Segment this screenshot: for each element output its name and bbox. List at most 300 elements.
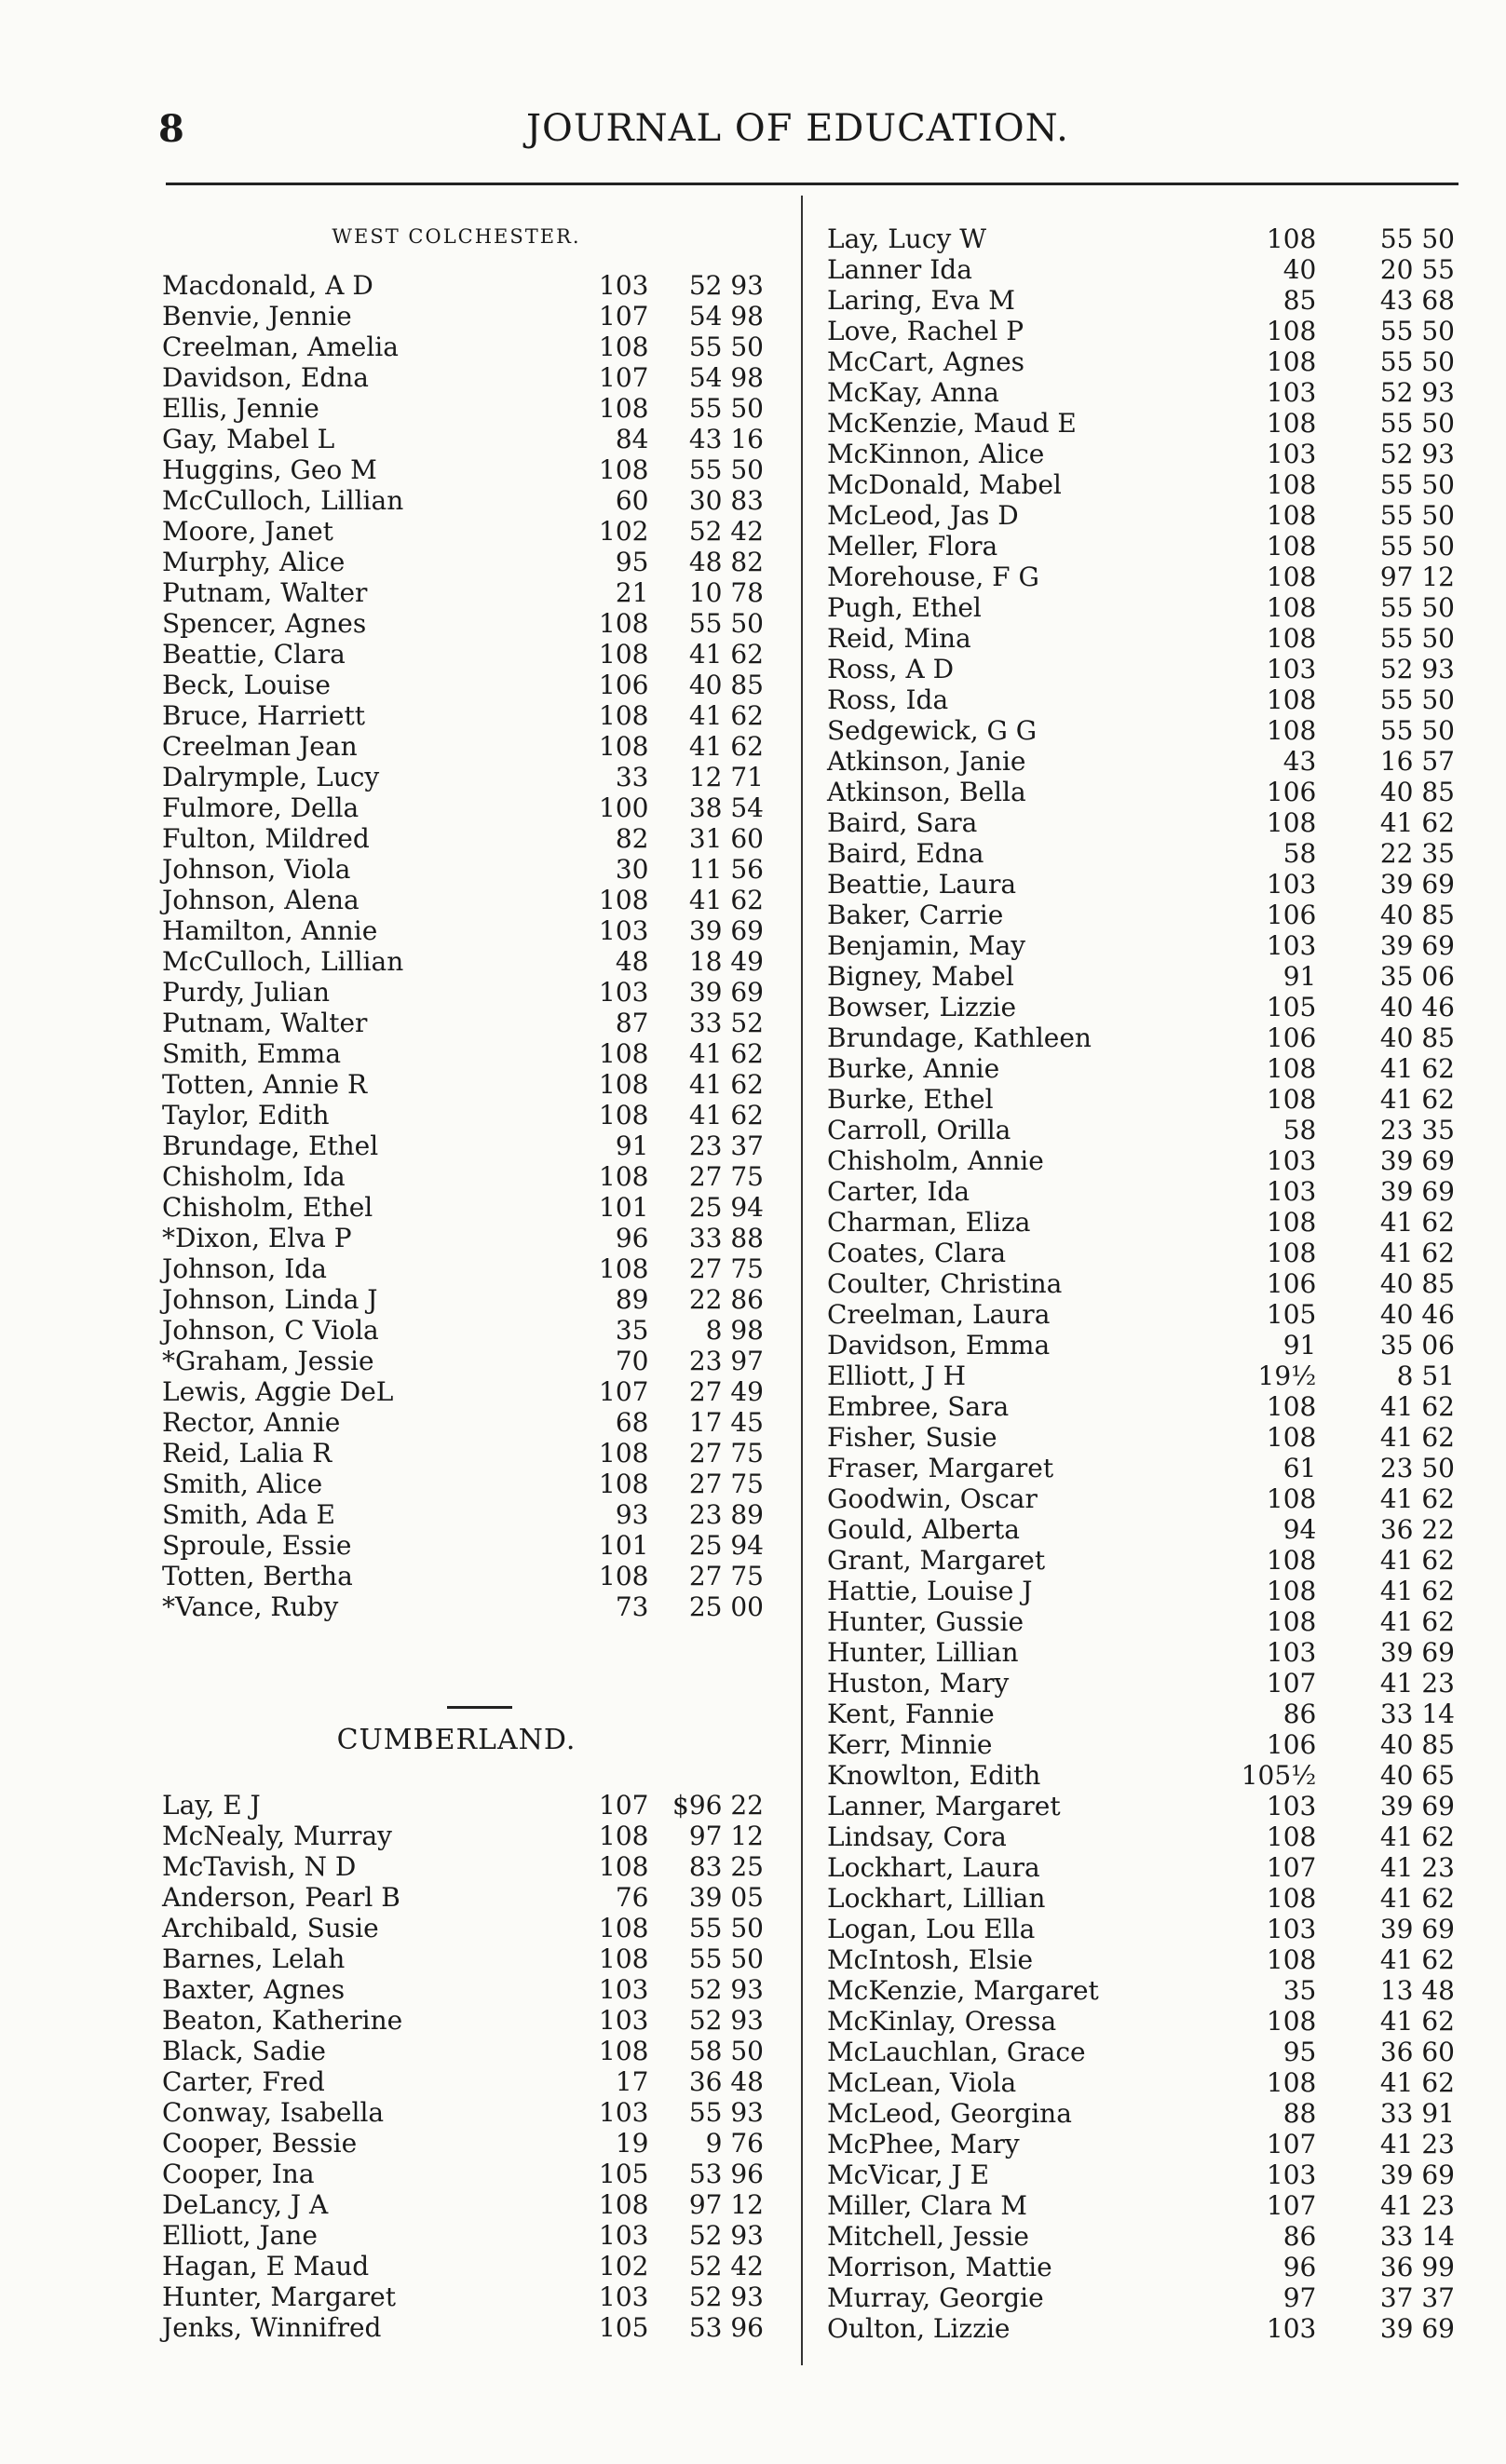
list-item xyxy=(140,1561,773,1591)
entry-amount: 36 60 xyxy=(1379,2037,1455,2067)
entry-amount: 41 62 xyxy=(1379,1821,1455,1852)
list-item xyxy=(812,684,1464,715)
entry-amount: 41 62 xyxy=(1379,2067,1455,2098)
entry-name: Baker, Carrie xyxy=(827,900,1004,930)
entry-amount: 52 93 xyxy=(688,2220,764,2251)
entry-name: Sedgewick, G G xyxy=(827,715,1038,746)
entry-amount: 8 98 xyxy=(705,1315,764,1346)
entry-name: Pugh, Ethel xyxy=(827,592,982,623)
entry-name: Beattie, Clara xyxy=(162,639,346,670)
list-item xyxy=(140,792,773,823)
entry-amount: 35 06 xyxy=(1379,1330,1455,1361)
list-item xyxy=(140,670,773,700)
list-item xyxy=(812,1791,1464,1821)
entry-name: Putnam, Walter xyxy=(162,577,368,608)
list-item xyxy=(140,2128,773,2159)
entry-name: Carroll, Orilla xyxy=(827,1115,1011,1145)
list-item xyxy=(140,608,773,639)
list-item xyxy=(140,393,773,424)
entry-amount: 33 88 xyxy=(688,1223,764,1253)
west-colchester-list xyxy=(140,270,773,1622)
entry-amount: 22 86 xyxy=(688,1284,764,1315)
entry-amount: 41 23 xyxy=(1379,1852,1455,1883)
entry-amount: 41 62 xyxy=(1379,1207,1455,1238)
entry-number: 108 xyxy=(1266,1883,1317,1914)
entry-name: *Dixon, Elva P xyxy=(162,1223,352,1253)
list-item xyxy=(140,1821,773,1851)
list-item xyxy=(812,408,1464,439)
entry-name: Benvie, Jennie xyxy=(162,301,352,332)
list-item xyxy=(812,1944,1464,1975)
entry-amount: 37 37 xyxy=(1379,2282,1455,2313)
entry-name: Hamilton, Annie xyxy=(162,915,378,946)
entry-amount: 40 65 xyxy=(1379,1760,1455,1791)
entry-number: 91 xyxy=(1282,961,1317,992)
entry-name: DeLancy, J A xyxy=(162,2189,329,2220)
entry-number: 103 xyxy=(1266,654,1317,684)
entry-name: McCulloch, Lillian xyxy=(162,485,404,516)
list-item xyxy=(812,377,1464,408)
list-item xyxy=(140,2281,773,2312)
entry-name: Taylor, Edith xyxy=(162,1100,330,1130)
entry-number: 107 xyxy=(1266,2190,1317,2221)
entry-number: 108 xyxy=(1266,562,1317,592)
list-item xyxy=(140,485,773,516)
entry-amount: 41 62 xyxy=(688,1069,764,1100)
entry-name: Elliott, J H xyxy=(827,1361,967,1391)
list-item xyxy=(812,2006,1464,2037)
entry-number: 108 xyxy=(1266,2067,1317,2098)
entry-name: Lay, E J xyxy=(162,1790,261,1821)
page-header xyxy=(158,107,1090,163)
entry-amount: 55 50 xyxy=(1379,408,1455,439)
entry-number: 108 xyxy=(1266,1483,1317,1514)
list-item xyxy=(812,777,1464,807)
list-item xyxy=(140,2220,773,2251)
entry-amount: 39 69 xyxy=(688,915,764,946)
section-heading-cumberland: CUMBERLAND. xyxy=(336,1724,577,1756)
entry-number: 108 xyxy=(1266,531,1317,562)
entry-name: Creelman, Amelia xyxy=(162,332,399,362)
entry-number: 61 xyxy=(1282,1453,1317,1483)
entry-number: 35 xyxy=(1282,1975,1317,2006)
entry-number: 108 xyxy=(599,1100,649,1130)
entry-number: 107 xyxy=(599,362,649,393)
entry-number: 108 xyxy=(599,1851,649,1882)
entry-number: 108 xyxy=(599,700,649,731)
journal-title: JOURNAL OF EDUCATION. xyxy=(526,107,1069,150)
entry-amount: 13 48 xyxy=(1379,1975,1455,2006)
entry-number: 103 xyxy=(1266,377,1317,408)
entry-amount: 36 48 xyxy=(688,2066,764,2097)
list-item xyxy=(812,2129,1464,2159)
entry-name: Lockhart, Lillian xyxy=(827,1883,1046,1914)
list-item xyxy=(140,516,773,547)
entry-name: McKenzie, Maud E xyxy=(827,408,1077,439)
entry-number: 91 xyxy=(615,1130,649,1161)
entry-number: 100 xyxy=(599,792,649,823)
entry-amount: 20 55 xyxy=(1379,254,1455,285)
entry-amount: 55 50 xyxy=(1379,623,1455,654)
list-item xyxy=(812,285,1464,316)
entry-number: 108 xyxy=(599,1161,649,1192)
entry-amount: 41 23 xyxy=(1379,1668,1455,1699)
entry-amount: 97 12 xyxy=(1379,562,1455,592)
list-item xyxy=(812,2282,1464,2313)
entry-amount: 36 22 xyxy=(1379,1514,1455,1545)
list-item xyxy=(812,1238,1464,1268)
entry-name: Cooper, Bessie xyxy=(162,2128,358,2159)
entry-name: McVicar, J E xyxy=(827,2159,990,2190)
entry-number: 108 xyxy=(1266,1545,1317,1576)
entry-name: McNealy, Murray xyxy=(162,1821,392,1851)
list-item xyxy=(140,639,773,670)
entry-name: Creelman, Laura xyxy=(827,1299,1051,1330)
entry-amount: 39 69 xyxy=(1379,869,1455,900)
entry-name: McTavish, N D xyxy=(162,1851,357,1882)
list-item xyxy=(140,977,773,1008)
entry-number: 108 xyxy=(1266,1821,1317,1852)
list-item xyxy=(140,915,773,946)
entry-name: Benjamin, May xyxy=(827,930,1026,961)
list-item xyxy=(812,1975,1464,2006)
list-item xyxy=(812,592,1464,623)
entry-amount: 38 54 xyxy=(688,792,764,823)
entry-number: 108 xyxy=(1266,1238,1317,1268)
entry-number: 108 xyxy=(599,332,649,362)
entry-number: 105 xyxy=(1266,992,1317,1022)
entry-number: 97 xyxy=(1282,2282,1317,2313)
entry-number: 103 xyxy=(1266,1637,1317,1668)
list-item xyxy=(140,362,773,393)
entry-amount: 54 98 xyxy=(688,362,764,393)
list-item xyxy=(812,1207,1464,1238)
list-item xyxy=(812,1453,1464,1483)
list-item xyxy=(812,316,1464,346)
list-item xyxy=(812,1022,1464,1053)
entry-number: 84 xyxy=(615,424,649,454)
entry-number: 108 xyxy=(599,1038,649,1069)
entry-number: 107 xyxy=(599,1376,649,1407)
list-item xyxy=(140,1943,773,1974)
entry-name: *Graham, Jessie xyxy=(162,1346,374,1376)
list-item xyxy=(812,439,1464,469)
entry-name: *Vance, Ruby xyxy=(162,1591,339,1622)
entry-amount: 27 75 xyxy=(688,1438,764,1469)
entry-name: Jenks, Winnifred xyxy=(162,2312,382,2343)
entry-number: 108 xyxy=(599,2189,649,2220)
list-item xyxy=(812,869,1464,900)
entry-amount: 40 85 xyxy=(1379,777,1455,807)
entry-amount: 33 91 xyxy=(1379,2098,1455,2129)
entry-amount: 55 50 xyxy=(1379,592,1455,623)
list-item xyxy=(812,346,1464,377)
entry-number: 108 xyxy=(1266,1207,1317,1238)
list-item xyxy=(812,531,1464,562)
entry-name: McKay, Anna xyxy=(827,377,999,408)
entry-number: 86 xyxy=(1282,1699,1317,1729)
entry-number: 30 xyxy=(615,854,649,885)
entry-amount: 41 62 xyxy=(1379,1883,1455,1914)
entry-name: Atkinson, Janie xyxy=(827,746,1026,777)
entry-number: 108 xyxy=(1266,469,1317,500)
entry-number: 108 xyxy=(599,1561,649,1591)
list-item xyxy=(812,715,1464,746)
entry-name: Fisher, Susie xyxy=(827,1422,997,1453)
list-item xyxy=(812,2037,1464,2067)
entry-amount: 41 62 xyxy=(1379,1391,1455,1422)
entry-number: 105 xyxy=(599,2312,649,2343)
entry-amount: 41 62 xyxy=(688,700,764,731)
entry-name: Coulter, Christina xyxy=(827,1268,1063,1299)
entry-amount: 11 56 xyxy=(688,854,764,885)
entry-name: Ross, A D xyxy=(827,654,955,684)
entry-name: McLean, Viola xyxy=(827,2067,1017,2098)
entry-name: McDonald, Mabel xyxy=(827,469,1062,500)
entry-amount: 53 96 xyxy=(688,2159,764,2189)
entry-number: 103 xyxy=(599,977,649,1008)
entry-name: Baird, Edna xyxy=(827,838,984,869)
list-item xyxy=(812,1299,1464,1330)
entry-number: 103 xyxy=(1266,2313,1317,2344)
entry-name: Oulton, Lizzie xyxy=(827,2313,1011,2344)
entry-amount: 10 78 xyxy=(688,577,764,608)
list-item xyxy=(140,1438,773,1469)
entry-amount: 27 75 xyxy=(688,1161,764,1192)
entry-name: McCart, Agnes xyxy=(827,346,1025,377)
entry-amount: 39 69 xyxy=(1379,1637,1455,1668)
entry-name: Lewis, Aggie DeL xyxy=(162,1376,394,1407)
entry-number: 108 xyxy=(1266,684,1317,715)
list-item xyxy=(812,223,1464,254)
list-item xyxy=(812,1914,1464,1944)
entry-name: Lindsay, Cora xyxy=(827,1821,1007,1852)
entry-number: 21 xyxy=(615,577,649,608)
entry-amount: 97 12 xyxy=(688,2189,764,2220)
entry-name: Davidson, Edna xyxy=(162,362,369,393)
entry-amount: 40 85 xyxy=(1379,1022,1455,1053)
entry-amount: 41 62 xyxy=(1379,1053,1455,1084)
list-item xyxy=(812,746,1464,777)
entry-name: Hattie, Louise J xyxy=(827,1576,1033,1606)
entry-name: McLeod, Georgina xyxy=(827,2098,1072,2129)
entry-number: 88 xyxy=(1282,2098,1317,2129)
entry-name: Miller, Clara M xyxy=(827,2190,1027,2221)
entry-amount: 41 62 xyxy=(688,1038,764,1069)
entry-amount: 43 16 xyxy=(688,424,764,454)
entry-amount: 41 62 xyxy=(1379,1238,1455,1268)
cumberland-list xyxy=(140,1790,773,2343)
list-item xyxy=(812,1391,1464,1422)
list-item xyxy=(140,301,773,332)
entry-name: Smith, Alice xyxy=(162,1469,323,1499)
list-item xyxy=(140,762,773,792)
entry-number: 96 xyxy=(615,1223,649,1253)
entry-number: 108 xyxy=(599,2036,649,2066)
entry-amount: 41 62 xyxy=(1379,1576,1455,1606)
entry-amount: 39 69 xyxy=(1379,2313,1455,2344)
entry-amount: 35 06 xyxy=(1379,961,1455,992)
entry-number: 105½ xyxy=(1241,1760,1317,1791)
entry-amount: 36 99 xyxy=(1379,2252,1455,2282)
entry-name: Hagan, E Maud xyxy=(162,2251,370,2281)
list-item xyxy=(140,731,773,762)
list-item xyxy=(140,1591,773,1622)
entry-name: Meller, Flora xyxy=(827,531,998,562)
entry-amount: 55 50 xyxy=(1379,715,1455,746)
entry-amount: 41 23 xyxy=(1379,2129,1455,2159)
entry-name: Johnson, C Viola xyxy=(162,1315,379,1346)
entry-number: 108 xyxy=(1266,1606,1317,1637)
entry-name: Fraser, Margaret xyxy=(827,1453,1054,1483)
entry-amount: 23 89 xyxy=(688,1499,764,1530)
entry-amount: 83 25 xyxy=(688,1851,764,1882)
entry-name: Creelman Jean xyxy=(162,731,358,762)
entry-number: 108 xyxy=(1266,623,1317,654)
list-item xyxy=(140,2159,773,2189)
entry-number: 105 xyxy=(1266,1299,1317,1330)
list-item xyxy=(812,1729,1464,1760)
entry-number: 103 xyxy=(599,2097,649,2128)
entry-name: Lockhart, Laura xyxy=(827,1852,1040,1883)
entry-number: 108 xyxy=(1266,1391,1317,1422)
entry-amount: 55 50 xyxy=(688,393,764,424)
list-item xyxy=(140,547,773,577)
entry-number: 94 xyxy=(1282,1514,1317,1545)
entry-number: 103 xyxy=(599,1974,649,2005)
entry-number: 103 xyxy=(1266,930,1317,961)
entry-amount: 41 62 xyxy=(688,639,764,670)
entry-amount: 41 62 xyxy=(1379,1545,1455,1576)
entry-amount: 39 69 xyxy=(1379,1791,1455,1821)
entry-amount: 22 35 xyxy=(1379,838,1455,869)
entry-number: 19 xyxy=(615,2128,649,2159)
entry-number: 107 xyxy=(1266,1852,1317,1883)
page-number: 8 xyxy=(158,107,184,151)
list-item xyxy=(140,1284,773,1315)
section-heading-west-colchester: WEST COLCHESTER. xyxy=(332,225,581,248)
list-item xyxy=(140,2005,773,2036)
entry-number: 101 xyxy=(599,1192,649,1223)
entry-name: Laring, Eva M xyxy=(827,285,1015,316)
entry-amount: 39 69 xyxy=(1379,2159,1455,2190)
list-item xyxy=(812,992,1464,1022)
list-item xyxy=(812,2098,1464,2129)
entry-name: Bruce, Harriett xyxy=(162,700,365,731)
entry-amount: 40 46 xyxy=(1379,992,1455,1022)
entry-number: 106 xyxy=(1266,1729,1317,1760)
list-item xyxy=(812,1637,1464,1668)
list-item xyxy=(140,1499,773,1530)
entry-name: Murray, Georgie xyxy=(827,2282,1044,2313)
entry-name: Rector, Annie xyxy=(162,1407,341,1438)
entry-name: Baxter, Agnes xyxy=(162,1974,346,2005)
entry-name: Johnson, Alena xyxy=(162,885,360,915)
entry-name: Brundage, Kathleen xyxy=(827,1022,1092,1053)
entry-amount: 30 83 xyxy=(688,485,764,516)
entry-name: Kerr, Minnie xyxy=(827,1729,993,1760)
entry-number: 108 xyxy=(599,885,649,915)
entry-name: McKenzie, Margaret xyxy=(827,1975,1099,2006)
header-rule xyxy=(166,183,1459,185)
entry-number: 108 xyxy=(1266,500,1317,531)
entry-number: 103 xyxy=(1266,2159,1317,2190)
entry-number: 103 xyxy=(1266,1791,1317,1821)
entry-name: Smith, Ada E xyxy=(162,1499,335,1530)
entry-number: 106 xyxy=(1266,1022,1317,1053)
entry-number: 107 xyxy=(599,1790,649,1821)
entry-name: Totten, Annie R xyxy=(162,1069,368,1100)
entry-number: 103 xyxy=(1266,1176,1317,1207)
entry-amount: 25 94 xyxy=(688,1192,764,1223)
entry-name: Beattie, Laura xyxy=(827,869,1017,900)
entry-number: 107 xyxy=(599,301,649,332)
entry-amount: 55 50 xyxy=(688,1943,764,1974)
entry-name: Barnes, Lelah xyxy=(162,1943,346,1974)
entry-name: Brundage, Ethel xyxy=(162,1130,379,1161)
list-item xyxy=(812,807,1464,838)
entry-name: Lanner Ida xyxy=(827,254,972,285)
entry-number: 108 xyxy=(599,1069,649,1100)
list-item xyxy=(140,1038,773,1069)
entry-amount: 41 62 xyxy=(1379,1483,1455,1514)
entry-amount: 52 93 xyxy=(688,2281,764,2312)
list-item xyxy=(812,1699,1464,1729)
list-item xyxy=(812,1268,1464,1299)
entry-number: 108 xyxy=(599,1253,649,1284)
entry-amount: 55 50 xyxy=(1379,531,1455,562)
entry-name: Murphy, Alice xyxy=(162,547,346,577)
entry-amount: 41 62 xyxy=(1379,1606,1455,1637)
list-item xyxy=(812,1821,1464,1852)
entry-number: 108 xyxy=(1266,1084,1317,1115)
entry-name: Anderson, Pearl B xyxy=(162,1882,400,1913)
entry-name: Atkinson, Bella xyxy=(827,777,1026,807)
list-item xyxy=(812,623,1464,654)
entry-number: 73 xyxy=(615,1591,649,1622)
entry-amount: 41 62 xyxy=(1379,2006,1455,2037)
entry-amount: 52 93 xyxy=(1379,377,1455,408)
list-item xyxy=(812,1145,1464,1176)
entry-amount: 53 96 xyxy=(688,2312,764,2343)
entry-name: Conway, Isabella xyxy=(162,2097,385,2128)
entry-amount: 55 50 xyxy=(1379,469,1455,500)
entry-number: 102 xyxy=(599,516,649,547)
entry-name: Coates, Clara xyxy=(827,1238,1007,1268)
right-column-list xyxy=(812,223,1464,2344)
list-item xyxy=(140,1253,773,1284)
section-separator xyxy=(447,1706,512,1709)
entry-amount: 23 97 xyxy=(688,1346,764,1376)
entry-amount: 25 00 xyxy=(688,1591,764,1622)
list-item xyxy=(140,270,773,301)
entry-amount: 27 75 xyxy=(688,1561,764,1591)
entry-name: Carter, Ida xyxy=(827,1176,970,1207)
entry-amount: 8 51 xyxy=(1396,1361,1455,1391)
list-item xyxy=(140,885,773,915)
entry-amount: 27 49 xyxy=(688,1376,764,1407)
list-item xyxy=(812,2221,1464,2252)
entry-amount: 58 50 xyxy=(688,2036,764,2066)
entry-number: 108 xyxy=(599,1438,649,1469)
list-item xyxy=(812,469,1464,500)
entry-name: Burke, Annie xyxy=(827,1053,1000,1084)
entry-number: 108 xyxy=(1266,2006,1317,2037)
entry-name: McLeod, Jas D xyxy=(827,500,1019,531)
list-item xyxy=(812,500,1464,531)
entry-name: Knowlton, Edith xyxy=(827,1760,1041,1791)
entry-number: 103 xyxy=(599,915,649,946)
